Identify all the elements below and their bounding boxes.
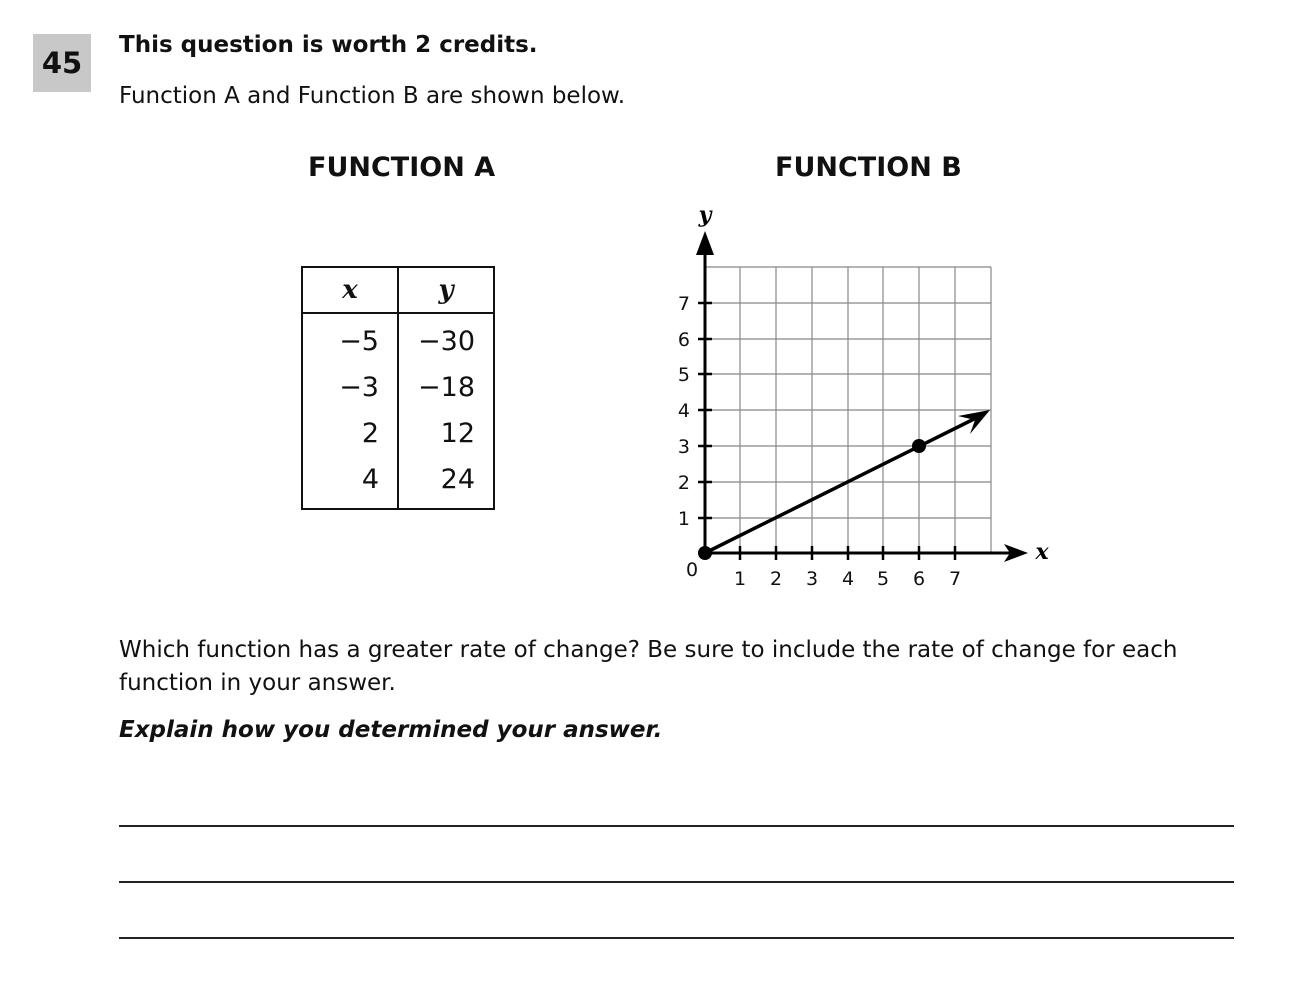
- answer-line[interactable]: [119, 825, 1234, 827]
- intro-text: Function A and Function B are shown below.: [119, 83, 626, 109]
- grid: [705, 267, 991, 553]
- question-prompt: Which function has a greater rate of change? Be sure to include the rate of change for each function in your answer.: [119, 637, 1178, 696]
- function-b-title: FUNCTION B: [775, 152, 962, 183]
- cell-y: −18: [398, 364, 494, 410]
- function-b-line: [705, 417, 978, 553]
- x-tick-label: 5: [876, 568, 890, 590]
- y-tick-label: 6: [677, 329, 690, 351]
- function-a-title: FUNCTION A: [308, 152, 496, 183]
- point-6-3: [912, 439, 926, 453]
- table-row: [302, 410, 494, 456]
- y-tick-label: 5: [677, 364, 690, 386]
- x-tick-label: 2: [769, 568, 783, 590]
- cell-y: 24: [398, 456, 494, 509]
- table-row: [302, 313, 494, 364]
- function-b-graph: [660, 200, 1060, 600]
- x-tick-label: 6: [912, 568, 926, 590]
- question-number: 45: [33, 34, 91, 92]
- cell-x: 2: [302, 410, 398, 456]
- y-tick-label: 7: [677, 293, 690, 315]
- cell-y: 12: [398, 410, 494, 456]
- header-x: x: [302, 267, 398, 313]
- y-axis-label: y: [698, 202, 712, 228]
- header-y: y: [398, 267, 494, 313]
- credits-text: This question is worth 2 credits.: [119, 32, 538, 58]
- cell-y: −30: [398, 313, 494, 364]
- origin-label: 0: [685, 559, 699, 581]
- cell-x: −5: [302, 313, 398, 364]
- table-row: [302, 364, 494, 410]
- y-tick-label: 3: [677, 436, 690, 458]
- x-tick-label: 3: [805, 568, 819, 590]
- cell-x: 4: [302, 456, 398, 509]
- y-tick-label: 2: [677, 472, 690, 494]
- line-arrow-icon: [958, 410, 990, 434]
- y-tick-label: 1: [677, 508, 690, 530]
- point-origin: [698, 546, 712, 560]
- function-a-table: [301, 266, 495, 510]
- answer-line[interactable]: [119, 937, 1234, 939]
- ticks: [698, 303, 955, 560]
- x-tick-label: 1: [733, 568, 747, 590]
- x-axis-label: x: [1035, 539, 1049, 565]
- explain-instruction: Explain how you determined your answer.: [119, 717, 663, 743]
- cell-x: −3: [302, 364, 398, 410]
- axes: [705, 250, 1010, 553]
- x-tick-label: 4: [841, 568, 855, 590]
- answer-line[interactable]: [119, 881, 1234, 883]
- table-row: [302, 456, 494, 509]
- y-tick-label: 4: [677, 400, 690, 422]
- x-tick-label: 7: [948, 568, 962, 590]
- y-axis-arrow-icon: [696, 231, 714, 255]
